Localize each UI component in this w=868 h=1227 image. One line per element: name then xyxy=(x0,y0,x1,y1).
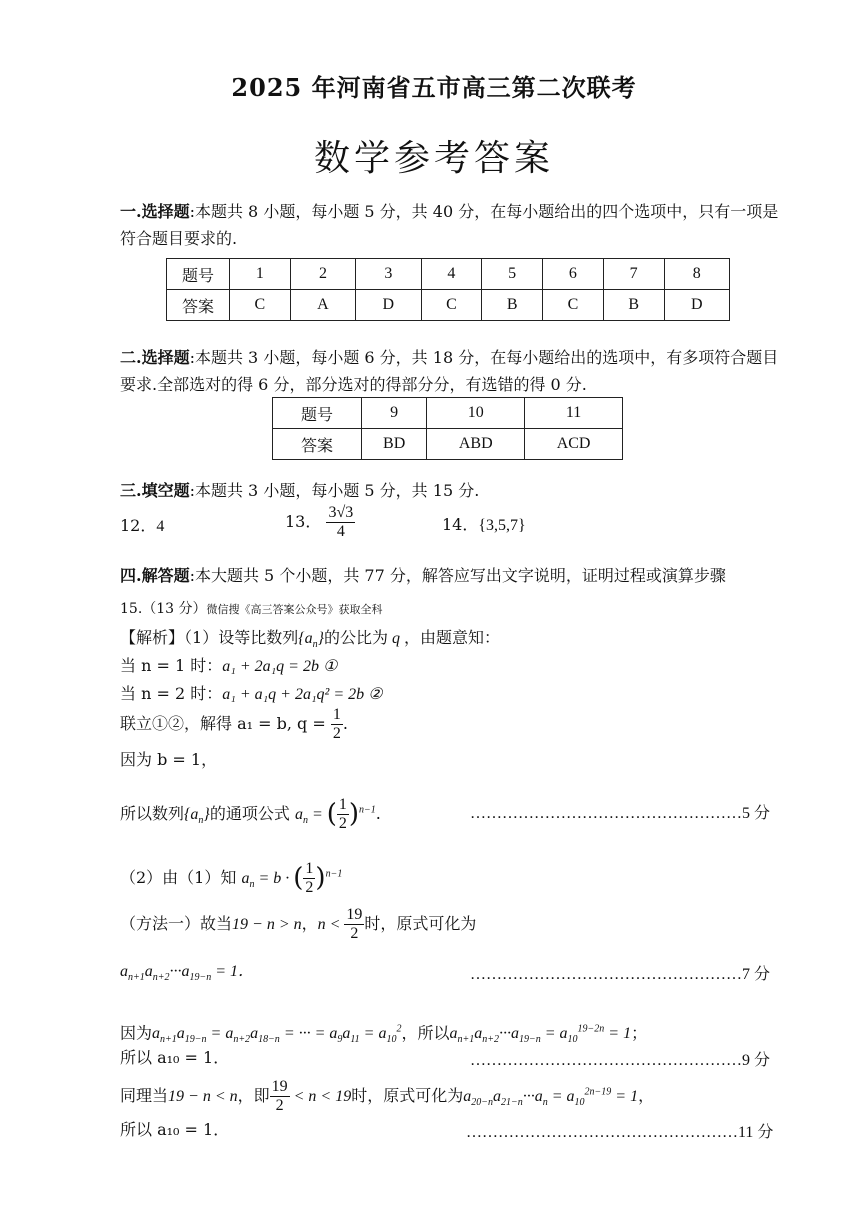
table-cell: 1 xyxy=(230,259,291,290)
table-row xyxy=(273,398,623,429)
question-15-label: 15.（13 分）微信搜《高三答案公众号》获取全科 xyxy=(120,601,383,617)
table-cell: ACD xyxy=(525,429,623,460)
score-5: ……………………………………………5 分 xyxy=(470,805,771,822)
table-cell: 7 xyxy=(603,259,664,290)
answer-13: 13． $\frac{3√3}{4}$ xyxy=(285,504,354,540)
table-cell: ABD xyxy=(427,429,525,460)
section2-answer-table xyxy=(272,397,623,460)
section1-text: :本题共 8 小题，每小题 5 分，共 40 分，在每小题给出的四个选项中，只有一项是 xyxy=(189,202,779,221)
so-a10-line-2: 所以 a₁₀ = 1． xyxy=(120,1120,230,1139)
table-row xyxy=(167,290,730,321)
case-n2: 当 n = 2 时：a₁ + a₁q + 2a₁q² = 2b ② xyxy=(120,684,383,703)
because-line: 因为$a_{n+1}a_{19-n} = a_{n+2}a_{18-n}$ = ··· = $a_9a_{11} = a_{10}^2$，所以$a_{n+1}a_{n+2}\cdot\cdot\cdot a_{19-n} = a_{10}^{19-2n} = 1$； xyxy=(120,1023,648,1046)
table-cell: 11 xyxy=(525,398,623,429)
table-cell: 8 xyxy=(664,259,729,290)
answer-12: 12．4 xyxy=(120,516,165,535)
row-label-question: 题号 xyxy=(273,398,362,429)
so-a10-line: 所以 a₁₀ = 1． xyxy=(120,1048,230,1067)
section2-text2: 要求.全部选对的得 6 分，部分选对的得部分分，有选错的得 0 分. xyxy=(120,375,587,394)
section1-text2: 符合题目要求的. xyxy=(120,229,238,248)
table-cell: 6 xyxy=(543,259,604,290)
section2-intro xyxy=(120,344,778,398)
solve-line: 联立①②，解得 a₁ = b, q = $\frac{1}{2}$ . xyxy=(120,706,348,742)
table-cell: C xyxy=(230,290,291,321)
section3-intro xyxy=(120,477,479,504)
table-cell: 4 xyxy=(421,259,482,290)
section4-header: 四.解答题 xyxy=(120,566,190,585)
section4-text: :本大题共 5 个小题，共 77 分，解答应写出文字说明，证明过程或演算步骤 xyxy=(189,566,726,585)
case-n1: 当 n = 1 时：a₁ + 2a₁q = 2b ① xyxy=(120,656,338,675)
method1-line: （方法一）故当19 − n > n，n < $\frac{19}{2}$ 时，原式可化为 xyxy=(120,906,477,942)
part2-line: （2）由（1）知 $a_n = b$ · ( $\frac{1}{2}$ )$^{n-1}$ xyxy=(120,860,343,896)
section4-intro xyxy=(120,562,726,589)
table-cell: 2 xyxy=(290,259,355,290)
score-7: ……………………………………………7 分 xyxy=(470,966,771,983)
b-equals-1: 因为 b = 1， xyxy=(120,750,218,769)
row-label-question: 题号 xyxy=(167,259,230,290)
section3-text: :本题共 3 小题，每小题 5 分，共 15 分. xyxy=(189,481,480,500)
score-11: ……………………………………………11 分 xyxy=(466,1124,774,1141)
product-eq-1: $a_{n+1}a_{n+2}\cdot\cdot\cdot a_{19-n} = 1$． xyxy=(120,963,255,984)
score-9: ……………………………………………9 分 xyxy=(470,1052,771,1069)
section3-header: 三.填空题 xyxy=(120,481,190,500)
table-cell: A xyxy=(290,290,355,321)
analysis-line-1: 【解析】（1）设等比数列$\{a_n\}$的公比为 q ，由题意知： xyxy=(120,628,501,651)
table-row xyxy=(273,429,623,460)
table-cell: C xyxy=(543,290,604,321)
table-cell: 9 xyxy=(362,398,427,429)
row-label-answer: 答案 xyxy=(167,290,230,321)
section2-header: 二.选择题 xyxy=(120,348,190,367)
exam-title: 2025 年河南省五市高三第二次联考 xyxy=(231,73,637,102)
section2-text: :本题共 3 小题，每小题 6 分，共 18 分，在每小题给出的选项中，有多项符合题目 xyxy=(189,348,779,367)
table-cell: B xyxy=(482,290,543,321)
section1-answer-table xyxy=(166,258,730,321)
table-cell: BD xyxy=(362,429,427,460)
table-cell: C xyxy=(421,290,482,321)
table-row xyxy=(167,259,730,290)
answer-key-title: 数学参考答案 xyxy=(313,138,554,179)
table-cell: 3 xyxy=(356,259,421,290)
table-cell: D xyxy=(664,290,729,321)
table-cell: D xyxy=(356,290,421,321)
table-cell: 10 xyxy=(427,398,525,429)
answer-14: 14．{3,5,7} xyxy=(442,515,526,534)
general-term-line: 所以数列$\{a_n\}$的通项公式 $a_n$ = ( $\frac{1}{2}$ )$^{n-1}$. xyxy=(120,796,381,832)
fraction: $\frac{3√3}{4}$ xyxy=(328,504,354,540)
table-cell: 5 xyxy=(482,259,543,290)
table-cell: B xyxy=(603,290,664,321)
similar-line: 同理当19 − n < n，即 $\frac{19}{2}$ < n < 19时，原式可化为$a_{20-n}a_{21-n}\cdot\cdot\cdot a_n = a_{10}^{2n-19} = 1$， xyxy=(120,1078,655,1114)
watermark-text: 微信搜《高三答案公众号》获取全科 xyxy=(206,603,383,616)
section1-intro xyxy=(120,198,778,252)
row-label-answer: 答案 xyxy=(273,429,362,460)
section1-header: 一.选择题 xyxy=(120,202,190,221)
